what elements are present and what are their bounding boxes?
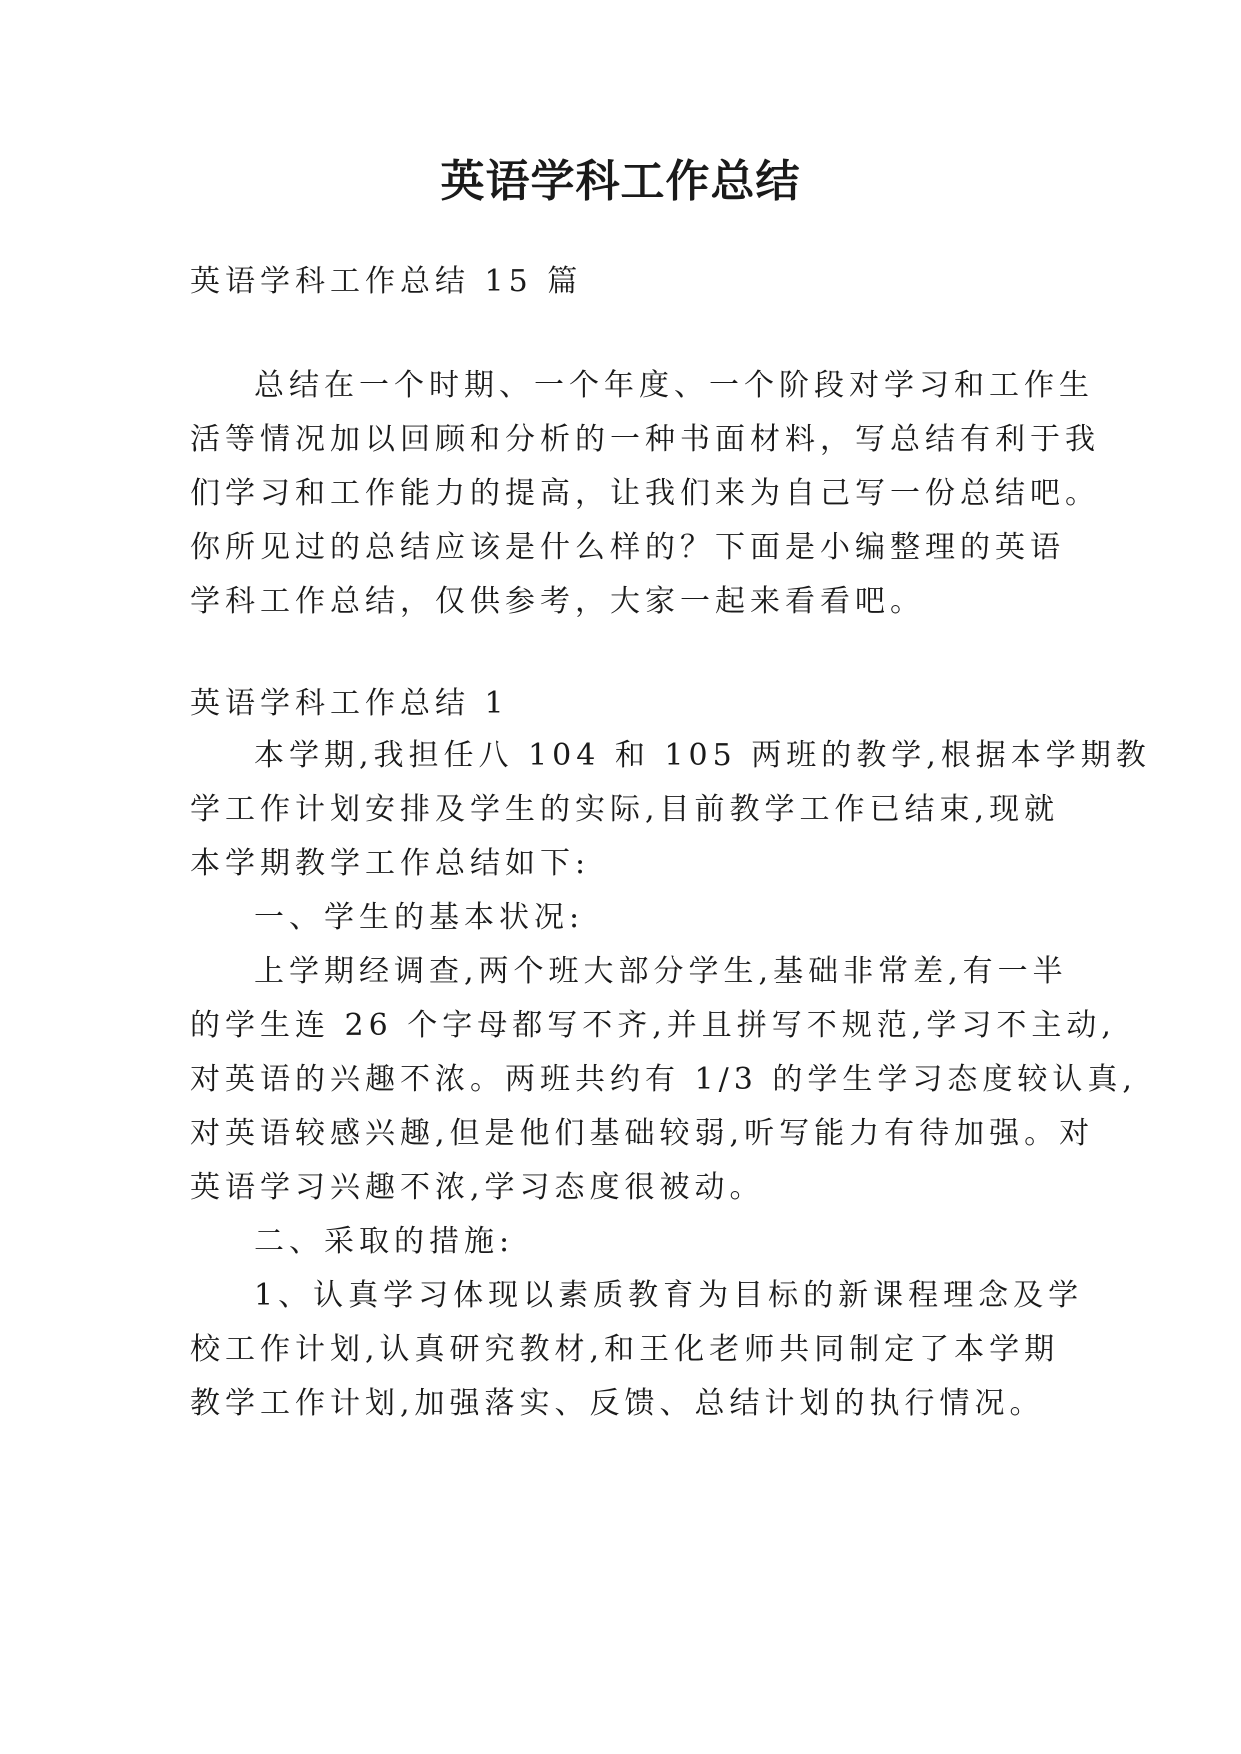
paragraph-line: 的学生连 26 个字母都写不齐,并且拼写不规范,学习不主动, [190, 1008, 1116, 1043]
paragraph-line: 对英语较感兴趣,但是他们基础较弱,听写能力有待加强。对 [190, 1116, 1095, 1151]
intro-line: 总结在一个时期、一个年度、一个阶段对学习和工作生 [254, 368, 1094, 403]
document-subtitle: 英语学科工作总结 15 篇 [190, 264, 583, 299]
paragraph-line: 上学期经调查,两个班大部分学生,基础非常差,有一半 [254, 954, 1068, 989]
paragraph-line: 1、认真学习体现以素质教育为目标的新课程理念及学 [254, 1278, 1084, 1313]
paragraph-line: 本学期教学工作总结如下: [190, 846, 591, 881]
paragraph-line: 对英语的兴趣不浓。两班共约有 1/3 的学生学习态度较认真, [190, 1062, 1137, 1097]
paragraph-line: 英语学习兴趣不浓,学习态度很被动。 [190, 1170, 765, 1205]
section-heading: 英语学科工作总结 1 [190, 686, 509, 721]
paragraph-line: 教学工作计划,加强落实、反馈、总结计划的执行情况。 [190, 1386, 1045, 1421]
document-title: 英语学科工作总结 [440, 156, 801, 207]
paragraph-line: 学工作计划安排及学生的实际,目前教学工作已结束,现就 [190, 792, 1060, 827]
paragraph-line: 本学期,我担任八 104 和 105 两班的教学,根据本学期教 [254, 738, 1151, 773]
intro-line: 学科工作总结，仅供参考，大家一起来看看吧。 [190, 584, 925, 619]
intro-line: 活等情况加以回顾和分析的一种书面材料，写总结有利于我 [190, 422, 1100, 457]
subsection-heading: 一、学生的基本状况: [254, 900, 585, 935]
paragraph-line: 校工作计划,认真研究教材,和王化老师共同制定了本学期 [190, 1332, 1060, 1367]
subsection-heading: 二、采取的措施: [254, 1224, 515, 1259]
intro-line: 们学习和工作能力的提高，让我们来为自己写一份总结吧。 [190, 476, 1100, 511]
intro-line: 你所见过的总结应该是什么样的？下面是小编整理的英语 [190, 530, 1065, 565]
